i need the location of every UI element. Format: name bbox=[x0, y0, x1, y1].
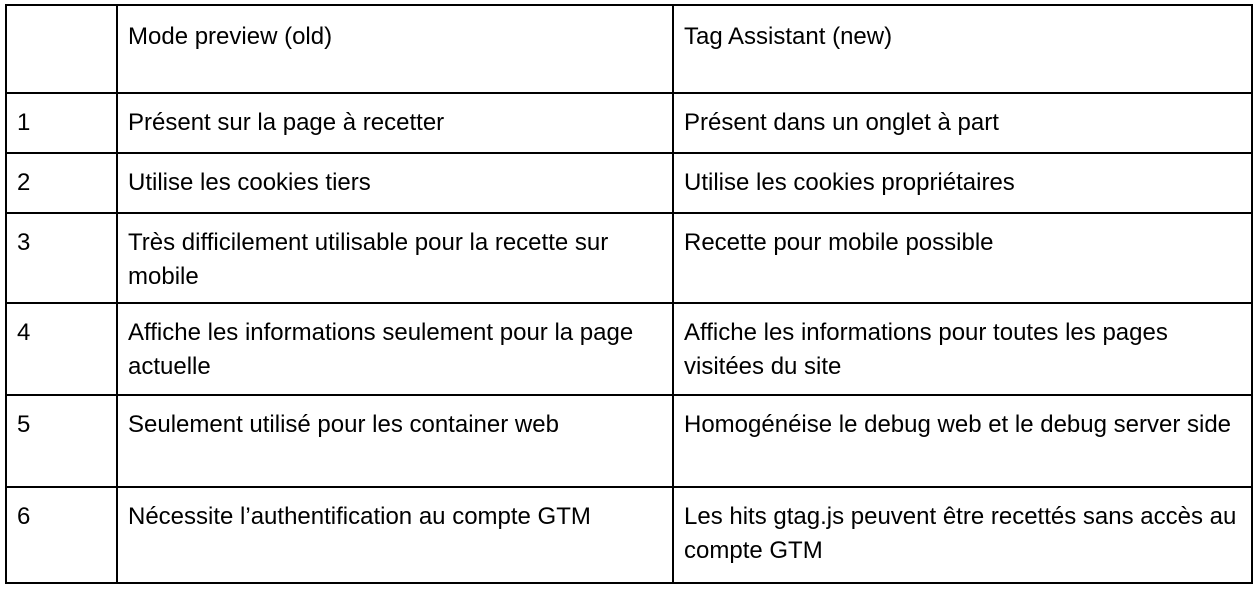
header-cell-tag-assistant: Tag Assistant (new) bbox=[673, 5, 1252, 93]
table-row bbox=[6, 93, 1252, 153]
comparison-table bbox=[5, 4, 1253, 584]
row-number-cell: 6 bbox=[6, 487, 117, 583]
header-cell-number bbox=[6, 5, 117, 93]
row-number-cell: 3 bbox=[6, 213, 117, 303]
header-cell-mode-preview: Mode preview (old) bbox=[117, 5, 673, 93]
old-mode-cell: Présent sur la page à recetter bbox=[117, 93, 673, 153]
table-row bbox=[6, 395, 1252, 487]
table-row bbox=[6, 303, 1252, 395]
old-mode-cell: Nécessite l’authentification au compte GTM bbox=[117, 487, 673, 583]
new-mode-cell: Les hits gtag.js peuvent être recettés sans accès au compte GTM bbox=[673, 487, 1252, 583]
row-number-cell: 1 bbox=[6, 93, 117, 153]
table-header-row bbox=[6, 5, 1252, 93]
new-mode-cell: Affiche les informations pour toutes les pages visitées du site bbox=[673, 303, 1252, 395]
row-number-cell: 2 bbox=[6, 153, 117, 213]
table-row bbox=[6, 153, 1252, 213]
old-mode-cell: Utilise les cookies tiers bbox=[117, 153, 673, 213]
new-mode-cell: Utilise les cookies propriétaires bbox=[673, 153, 1252, 213]
new-mode-cell: Recette pour mobile possible bbox=[673, 213, 1252, 303]
table-row bbox=[6, 213, 1252, 303]
table-row bbox=[6, 487, 1252, 583]
old-mode-cell: Affiche les informations seulement pour la page actuelle bbox=[117, 303, 673, 395]
new-mode-cell: Homogénéise le debug web et le debug server side bbox=[673, 395, 1252, 487]
row-number-cell: 5 bbox=[6, 395, 117, 487]
new-mode-cell: Présent dans un onglet à part bbox=[673, 93, 1252, 153]
old-mode-cell: Seulement utilisé pour les container web bbox=[117, 395, 673, 487]
row-number-cell: 4 bbox=[6, 303, 117, 395]
old-mode-cell: Très difficilement utilisable pour la recette sur mobile bbox=[117, 213, 673, 303]
